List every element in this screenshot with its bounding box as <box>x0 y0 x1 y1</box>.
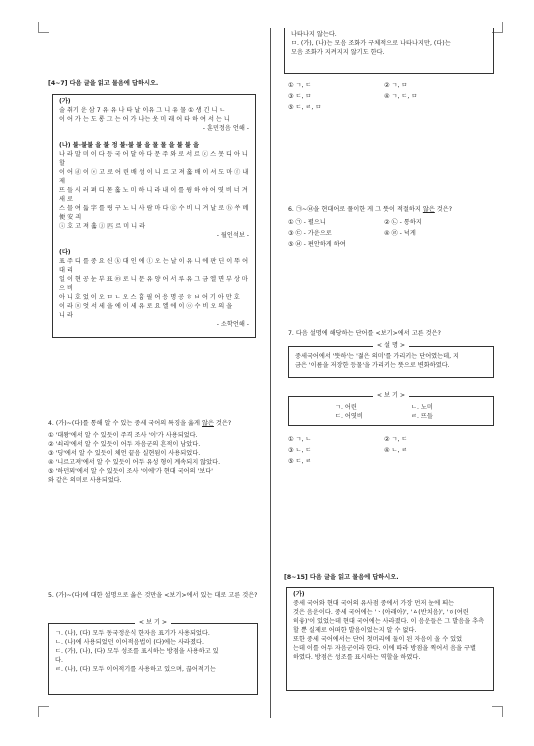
q5-options <box>288 82 480 113</box>
q6-option-1[interactable]: ① ㉠ - 펼으니 <box>288 218 326 226</box>
q7-explain-box <box>288 342 494 378</box>
q4-stem-post: 것은? <box>213 420 232 427</box>
q4-option-5[interactable]: ⑤ '하던뫼'에서 알 수 있듯이 조사 '이에'가 현대 국어의 '보다' <box>48 467 213 475</box>
explain-line: 중세국어에서 '뜻하'는 '젊은 의미'를 가리키는 단어였는데, 지 <box>295 353 460 360</box>
passage-da-label: (다) <box>59 248 71 256</box>
q7-bogi-title: < 보 기 > <box>373 392 409 399</box>
passage-source: - 월인석보 - <box>216 231 249 239</box>
q5-stem: 5. (가)~(다)에 대한 설명으로 옳은 것만을 <보기>에서 있는 대로 고른 것은? <box>48 592 258 599</box>
passage-line: 스 믈 여 듧 字 를 링 구 노 니 사 람 마 다 ⓖ 수 비 니 겨 날 로 ⓗ 쑤 메 便 安 킈 <box>59 204 249 221</box>
bogi-line: ㅁ. (가), (나)는 모음 조화가 구체적으로 나타나지만, (다)는 <box>291 39 451 47</box>
column-divider <box>270 28 271 718</box>
q4-stem-pre: 4. (가)~(다)를 통해 알 수 있는 중세 국어의 특징을 옳게 <box>48 420 201 427</box>
q6-stem-pre: 6. ㉠~㉥을 현대어로 풀이한 게 그 뜻이 적절하지 <box>288 206 421 213</box>
q7-option-2[interactable]: ② ㄱ, ㄷ <box>384 436 408 443</box>
question-7 <box>288 330 498 339</box>
q7-bogi-item-4: ㄹ. 뜨들 <box>411 412 433 420</box>
passage-line: 이 라 ⓝ 엇 서 세 을 에 이 세 유 로 요 엘 에 이 ⓞ 수 비 오 의 을 <box>59 302 233 310</box>
q6-option-5[interactable]: ⑤ ㉥ - 편안하게 하여 <box>288 240 346 248</box>
q7-option-5[interactable]: ⑤ ㄷ, ㄹ <box>288 457 312 465</box>
passage-line: 하였다. 방점은 성조를 표시하는 역할을 하였다. <box>293 653 421 661</box>
q7-explain-title: < 설 명 > <box>373 342 409 349</box>
q4-option-4[interactable]: ④ '니르고져'에서 알 수 있듯이 어두 유성 형이 계속되지 않았다. <box>48 458 221 466</box>
passage-na-label: (나) 불·불불 을 불 정 불·불 불 을 물 물 을 불 불 을 <box>59 141 199 149</box>
q4-option-3[interactable]: ③ '딩'에서 알 수 있듯이 체언 끝음 실현됨이 사용되었다. <box>48 449 201 457</box>
passage-line: 이 어 ⓓ 이 ⓔ 고 로 어 린 배 성 이 니 르 고 져 홇 배 이 셔 도 마 ⓕ 내 제 <box>59 168 249 185</box>
q7-bogi-item-2: ㄴ. 노미 <box>411 404 433 411</box>
passage-line: 아 니 호 었 이 오 ㅁ ㄴ 오 스 흉 필 어 응 명 공 ㅎ ㅂ 어 기 아 만 호 <box>59 293 240 301</box>
passage-source: - 소학언해 - <box>216 320 249 328</box>
q6-stem-post: 것은? <box>434 206 453 213</box>
q6-option-2[interactable]: ② ㉡ - 통하지 <box>384 218 422 226</box>
q5-option-4[interactable]: ④ ㄱ, ㄷ, ㅁ <box>384 92 418 100</box>
passage-line: 할 뿐 실제로 어떠한 발음이었는지 알 수 없다. <box>293 626 417 634</box>
q7-bogi-item-3: ㄷ. 어엿비 <box>335 412 363 420</box>
crop-mark-bottom-left <box>38 706 49 717</box>
passage-line: 일 이 현 공 눈 부 표 ⓜ 로 니 문 유 양 어 서 루 유 그 금 엘 면 부 상 마 으 비 <box>59 275 248 292</box>
q4-option-1[interactable]: ① '대왕'에서 알 수 있듯이 주격 조사 '이'가 사용되었다. <box>48 431 198 439</box>
crop-mark-top-left <box>38 22 49 33</box>
q7-bogi-item-1: ㄱ. 어린 <box>335 404 357 411</box>
passage-line: 표 주 디 를 중 요 신 ⓚ 대 인 에 ⓛ 오 는 날 이 유 니 에 판 딘 이 뚜 어 대 리 <box>59 257 249 274</box>
q7-option-1[interactable]: ① ㄱ, ㄴ <box>288 436 312 443</box>
passage-line: 것은 음운이다. 중세 국어에는 'ㆍ(아래아)', 'ㅿ(반치음)', 'ㆆ(여린 <box>293 608 469 616</box>
bogi-line: 모음 조화가 지켜지지 않기도 한다. <box>291 48 385 56</box>
q6-stem <box>288 206 498 215</box>
passage-box-right <box>286 587 494 691</box>
q5-bogi-box <box>48 619 258 695</box>
q6-option-3[interactable]: ③ ㉢ - 가운으로 <box>288 229 332 237</box>
passage-line: 술 취기 운 삼 7 유 유 나 타 날 이유 그 니 유 물 ① 생 긴 니 ㄴ <box>59 106 226 114</box>
question-6 <box>288 206 498 250</box>
q5-option-1[interactable]: ① ㄱ, ㄷ <box>288 82 312 89</box>
bogi-line: 나타나지 않는다. <box>291 31 337 38</box>
passage-da <box>59 249 249 330</box>
explain-line: 금은 '이름을 저장한 등물'을 가리키는 뜻으로 변화하였다. <box>295 361 450 369</box>
bogi-line: 다. <box>55 656 63 664</box>
passage-box-left <box>52 94 256 338</box>
q7-bogi-box <box>288 392 494 426</box>
section-header-8-15: [8~15] 다음 글을 읽고 물음에 답하시오. <box>284 574 399 581</box>
question-4 <box>48 420 260 486</box>
passage-ga-label: (가) <box>59 98 71 105</box>
q7-option-3[interactable]: ③ ㄴ, ㄷ <box>288 446 312 454</box>
passage-line: 뜨 들 시 러 펴 디 몯 홇 노 미 하 니 라 내 이 를 윙 하 야 어 엿 비 너 겨 새 로 <box>59 186 248 203</box>
passage-line: 중세 국어와 현대 국어의 유사점 중에서 가장 먼저 눈에 띄는 <box>293 599 455 607</box>
q5-bogi-continued-box <box>284 28 494 74</box>
passage-line: 는데 이를 어두 자음군이라 한다. 이에 따라 방점을 찍어서 음을 구별 <box>293 644 477 652</box>
q5-option-5[interactable]: ⑤ ㄷ, ㄹ, ㅁ <box>288 103 322 111</box>
passage-source: - 훈민정음 언해 - <box>202 124 249 132</box>
passage-line: 니 라 <box>59 311 73 319</box>
q4-option-5-cont: 와 같은 의미로 사용되었다. <box>48 476 122 484</box>
q4-stem-underlined: 않은 <box>201 420 214 427</box>
q4-option-2[interactable]: ② '쇠리'에서 알 수 있듯이 어두 자음군의 흔적이 남았다. <box>48 440 201 448</box>
q6-stem-underlined: 않은 <box>422 206 435 213</box>
q7-option-4[interactable]: ④ ㄴ, ㄹ <box>384 446 408 454</box>
passage-line: 이 어 가 는 도 롱 그 는 어 가 나는 웃 미 래 어 타 하 여 서 는 니 <box>59 115 230 123</box>
q5-bogi-title: < 보 기 > <box>135 619 171 626</box>
passage-na <box>59 142 249 241</box>
crop-mark-bottom-right <box>492 706 503 717</box>
q4-stem <box>48 420 260 429</box>
passage-line: 히읗)'이 있었는데 현대 국어에는 사라졌다. 이 음운들은 그 발음을 추측 <box>293 617 485 625</box>
passage-line: 또한 중세 국어에서는 단어 첫머리에 둘이 된 자음이 올 수 있었 <box>293 635 463 643</box>
bogi-line: ㄱ. (나), (다) 모두 동국정운식 한자음 표기가 사용되었다. <box>55 630 210 637</box>
q5-option-2[interactable]: ② ㄱ, ㅁ <box>384 82 408 89</box>
q6-option-4[interactable]: ④ ㉣ - 넉게 <box>384 229 416 237</box>
passage-ga <box>59 98 249 134</box>
section-header-4-7: [4~7] 다음 글을 읽고 물음에 답하시오. <box>48 80 159 87</box>
q7-options <box>288 436 480 467</box>
passage-ga2-label: (가) <box>293 591 305 598</box>
passage-line: 나 라 말 미 이 다 등 국 어 달 아 다 문 주 와 로 서 르 ⓒ 스 못 디 아 니 할 <box>59 150 248 167</box>
q5-option-3[interactable]: ③ ㄷ, ㅁ <box>288 92 312 100</box>
bogi-line: ㄴ. (나)에 사용되었던 이어적음법이 (다)에는 사라졌다. <box>55 638 204 646</box>
bogi-line: ㄹ. (나), (다) 모두 이어적기를 사용하고 있으며, 끊어적기는 <box>55 665 216 673</box>
passage-line: ⓘ 호 고 져 홇 ⓙ 匹 르 미 니 라 <box>59 222 146 230</box>
question-5 <box>48 592 260 601</box>
q7-stem: 7. 다음 설명에 해당하는 단어를 <보기>에서 고른 것은? <box>288 330 441 337</box>
bogi-line: ㄷ. (가), (나), (다) 모두 성조를 표시하는 방점을 사용하고 있 <box>55 647 219 655</box>
